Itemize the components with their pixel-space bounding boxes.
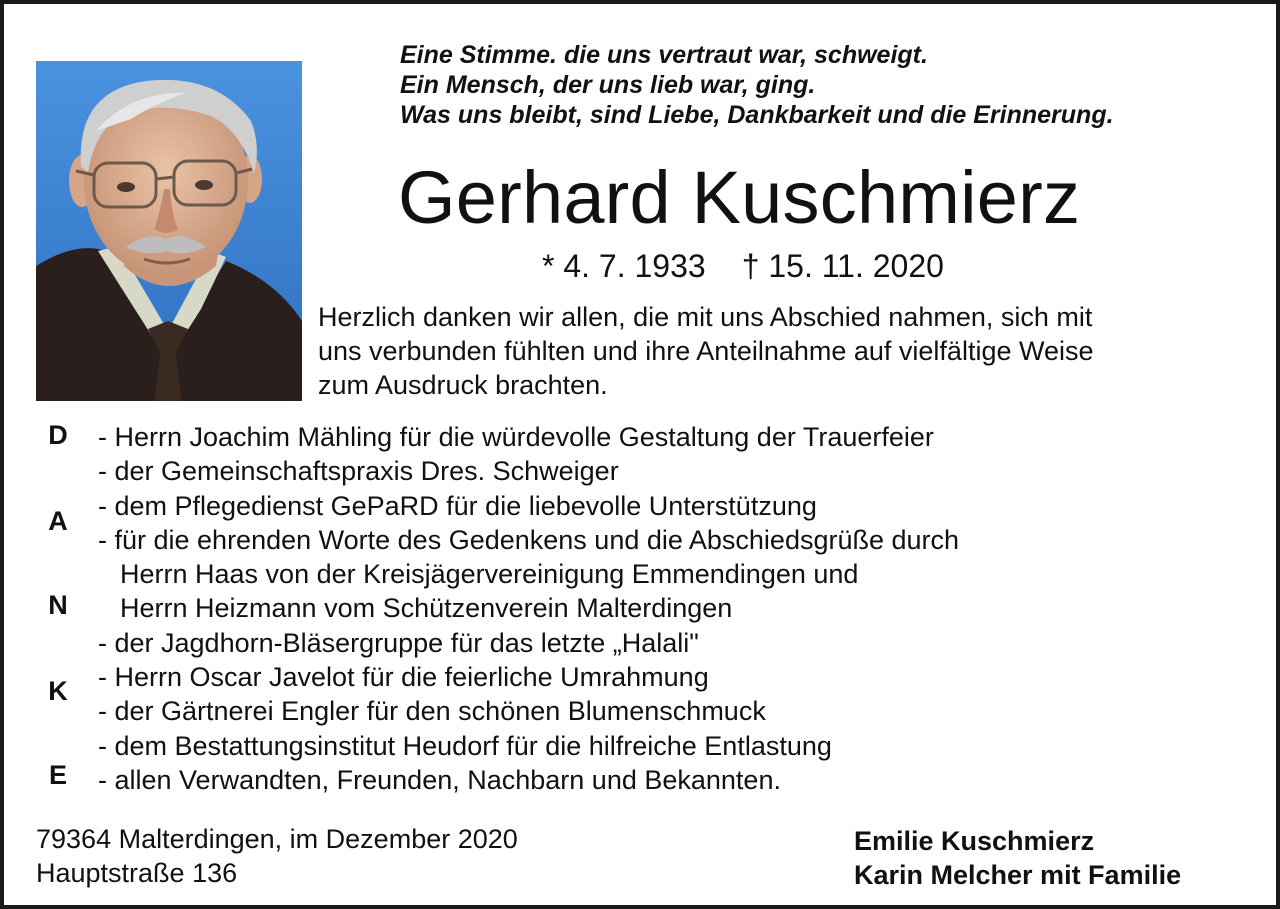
list-item: - dem Pflegedienst GePaRD für die liebevolle Unterstützung <box>98 490 817 521</box>
list-item: - dem Bestattungsinstitut Heudorf für die hilfreiche Entlastung <box>98 730 832 761</box>
death-date: † 15. 11. 2020 <box>741 248 944 284</box>
signatories <box>854 824 1181 892</box>
danke-letter: E <box>48 760 67 790</box>
place-and-address <box>36 822 518 890</box>
danke-letter: A <box>48 506 68 536</box>
list-item-continuation: Herrn Haas von der Kreisjägervereinigung Emmendingen und <box>120 559 859 590</box>
danke-letter: K <box>48 676 68 706</box>
danke-letter: N <box>48 590 68 620</box>
list-item: - der Jagdhorn-Bläsergruppe für das letzte „Halali" <box>98 627 699 658</box>
motto-line: Was uns bleibt, sind Liebe, Dankbarkeit und die Erinnerung. <box>400 101 1114 129</box>
list-item: - der Gärtnerei Engler für den schönen Blumenschmuck <box>98 696 766 727</box>
life-dates <box>542 246 944 286</box>
signatory: Emilie Kuschmierz <box>854 826 1095 856</box>
deceased-name: Gerhard Kuschmierz <box>398 156 1081 239</box>
list-item: - der Gemeinschaftspraxis Dres. Schweiger <box>98 456 619 487</box>
motto-line: Eine Stimme. die uns vertraut war, schweigt. <box>400 41 928 69</box>
list-item: - allen Verwandten, Freunden, Nachbarn und Bekannten. <box>98 764 781 795</box>
place-date: 79364 Malterdingen, im Dezember 2020 <box>36 824 518 854</box>
list-item: - Herrn Oscar Javelot für die feierliche Umrahmung <box>98 662 709 693</box>
motto-line: Ein Mensch, der uns lieb war, ging. <box>400 71 816 99</box>
birth-date: * 4. 7. 1933 <box>542 248 706 284</box>
thanks-list <box>98 420 1238 797</box>
thanks-intro-line: zum Ausdruck brachten. <box>318 370 608 400</box>
signatory: Karin Melcher mit Familie <box>854 860 1182 890</box>
motto-verse <box>400 40 1260 130</box>
list-item: - für die ehrenden Worte des Gedenkens und die Abschiedsgrüße durch <box>98 524 960 555</box>
list-item: - Herrn Joachim Mähling für die würdevolle Gestaltung der Trauerfeier <box>98 422 934 452</box>
portrait-photo <box>36 61 302 401</box>
street-address: Hauptstraße 136 <box>36 858 238 888</box>
danke-letter: D <box>48 420 68 450</box>
thanks-intro-line: Herzlich danken wir allen, die mit uns Abschied nahmen, sich mit <box>318 302 1093 332</box>
list-item-continuation: Herrn Heizmann vom Schützenverein Malterdingen <box>120 593 733 624</box>
thanks-intro <box>318 300 1258 402</box>
thanks-intro-line: uns verbunden fühlten und ihre Anteilnahme auf vielfältige Weise <box>318 336 1094 366</box>
